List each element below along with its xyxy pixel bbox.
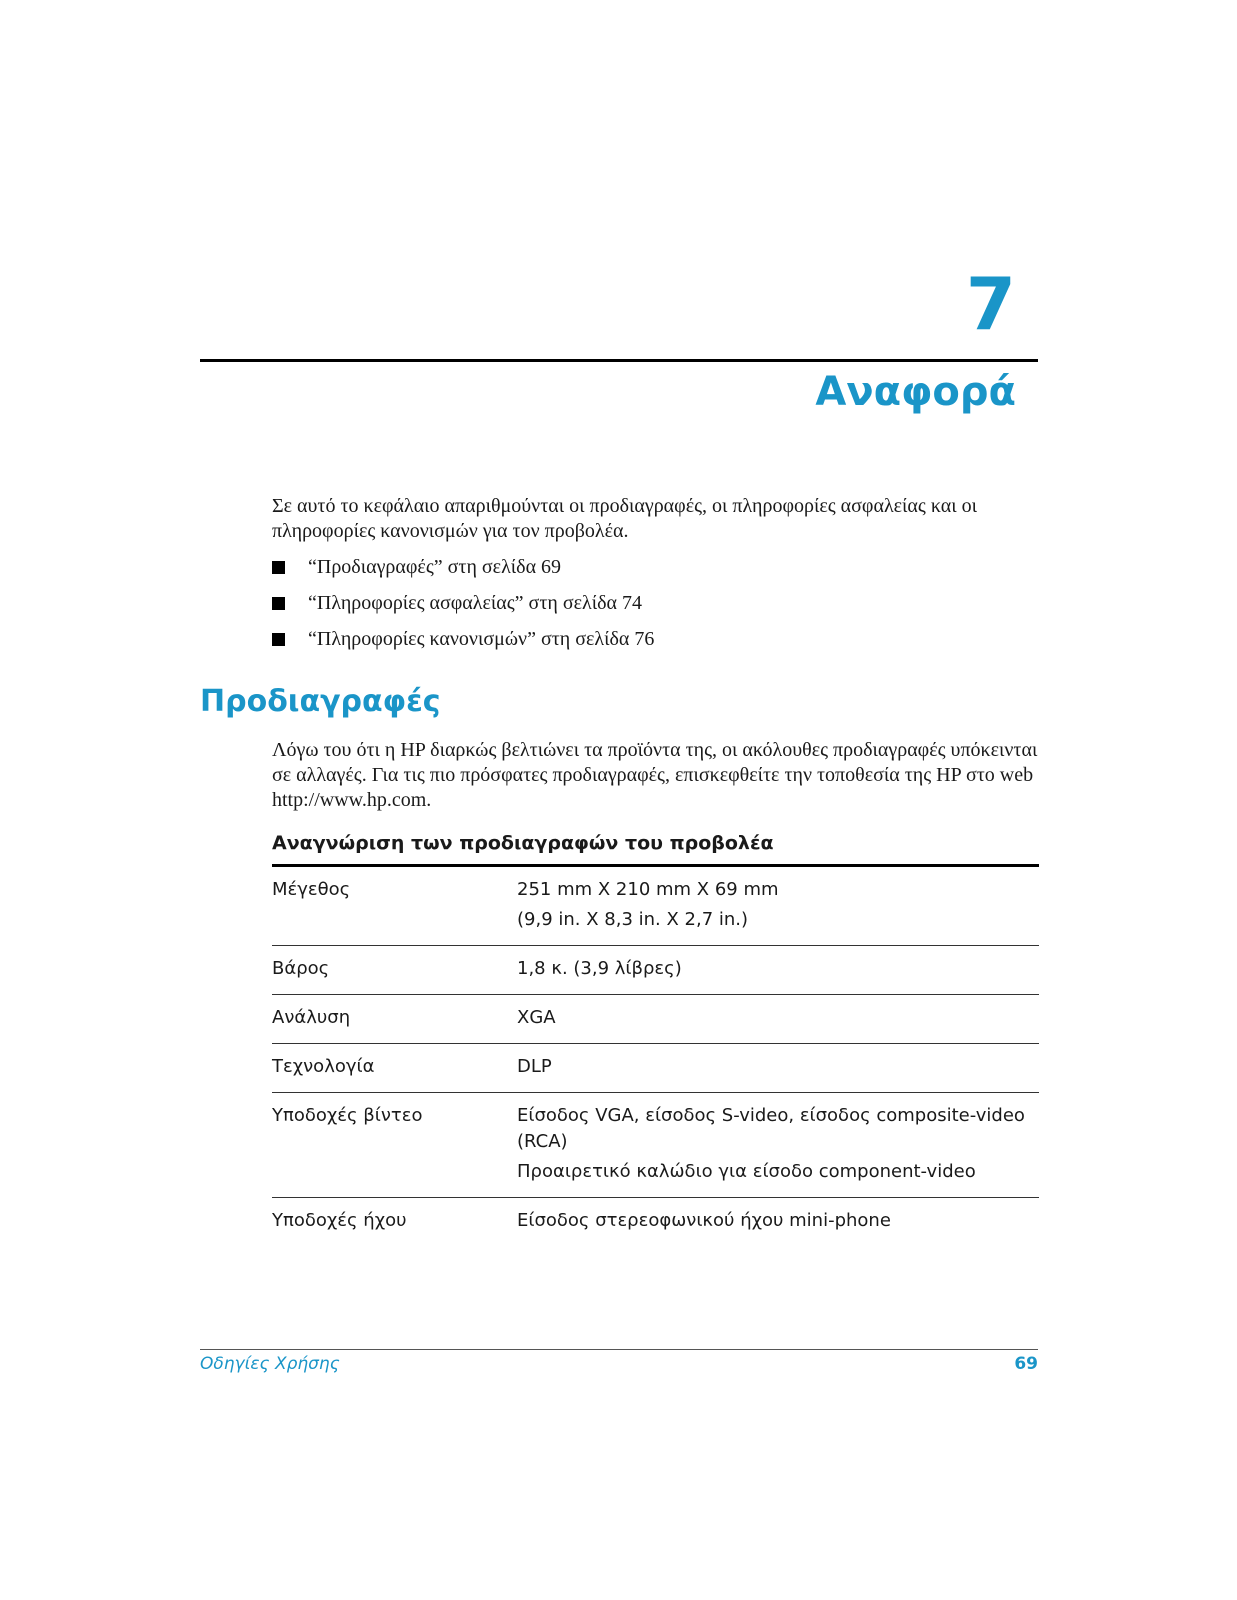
spec-label: Βάρος [272,958,330,979]
spec-values [517,1208,1039,1234]
spec-label: Μέγεθος [272,879,351,900]
table-row [272,1093,1039,1198]
link-regulatory-info[interactable]: “Πληροφορίες κανονισμών” στη σελίδα 76 [308,628,655,650]
bullet-square-icon [272,597,285,610]
spec-value: Προαιρετικό καλώδιο για είσοδο component-video [517,1161,976,1182]
chapter-title: Αναφορά [815,369,1016,415]
spec-table [272,864,1039,1246]
list-item[interactable] [272,555,654,591]
spec-value: (9,9 in. X 8,3 in. X 2,7 in.) [517,909,749,930]
page-number: 69 [1014,1354,1038,1374]
table-title: Αναγνώριση των προδιαγραφών του προβολέα [272,832,774,854]
spec-label: Τεχνολογία [272,1056,375,1077]
spec-value: Είσοδος VGA, είσοδος S-video, είσοδος composite-video (RCA) [517,1105,1025,1152]
spec-values [517,877,1039,933]
section-link-list [272,555,654,663]
spec-value: XGA [517,1007,556,1028]
link-safety-info[interactable]: “Πληροφορίες ασφαλείας” στη σελίδα 74 [308,592,642,614]
spec-label: Υποδοχές ήχου [272,1210,407,1231]
intro-paragraph: Σε αυτό το κεφάλαιο απαριθμούνται οι προδιαγραφές, οι πληροφορίες ασφαλείας και οι πληροφορίες κανονισμών για τον προβολέα. [272,495,977,542]
table-row [272,1198,1039,1246]
spec-values [517,1054,1039,1080]
table-row [272,867,1039,946]
section-paragraph: Λόγω του ότι η HP διαρκώς βελτιώνει τα προϊόντα της, οι ακόλουθες προδιαγραφές υπόκεινται σε αλλαγές. Για τις πιο πρόσφατες προδιαγραφές, επισκεφθείτε την τοποθεσία της HP στο web http://www.hp.com. [272,739,1038,811]
spec-value: DLP [517,1056,552,1077]
spec-values [517,956,1039,982]
spec-values [517,1103,1039,1185]
spec-values [517,1005,1039,1031]
table-row [272,946,1039,995]
spec-value: 1,8 κ. (3,9 λίβρες) [517,958,682,979]
table-row [272,995,1039,1044]
footer-doc-title: Οδηγίες Χρήσης [200,1354,340,1374]
spec-label: Υποδοχές βίντεο [272,1105,423,1126]
table-row [272,1044,1039,1093]
bullet-square-icon [272,633,285,646]
list-item[interactable] [272,627,654,663]
spec-label: Ανάλυση [272,1007,351,1028]
section-title: Προδιαγραφές [200,684,441,719]
chapter-number: 7 [965,262,1016,346]
list-item[interactable] [272,591,654,627]
chapter-rule [200,359,1038,362]
spec-value: Είσοδος στερεοφωνικού ήχου mini-phone [517,1210,891,1231]
spec-value: 251 mm X 210 mm X 69 mm [517,879,779,900]
footer-rule [200,1349,1038,1350]
bullet-square-icon [272,561,285,574]
link-specifications[interactable]: “Προδιαγραφές” στη σελίδα 69 [308,556,562,578]
